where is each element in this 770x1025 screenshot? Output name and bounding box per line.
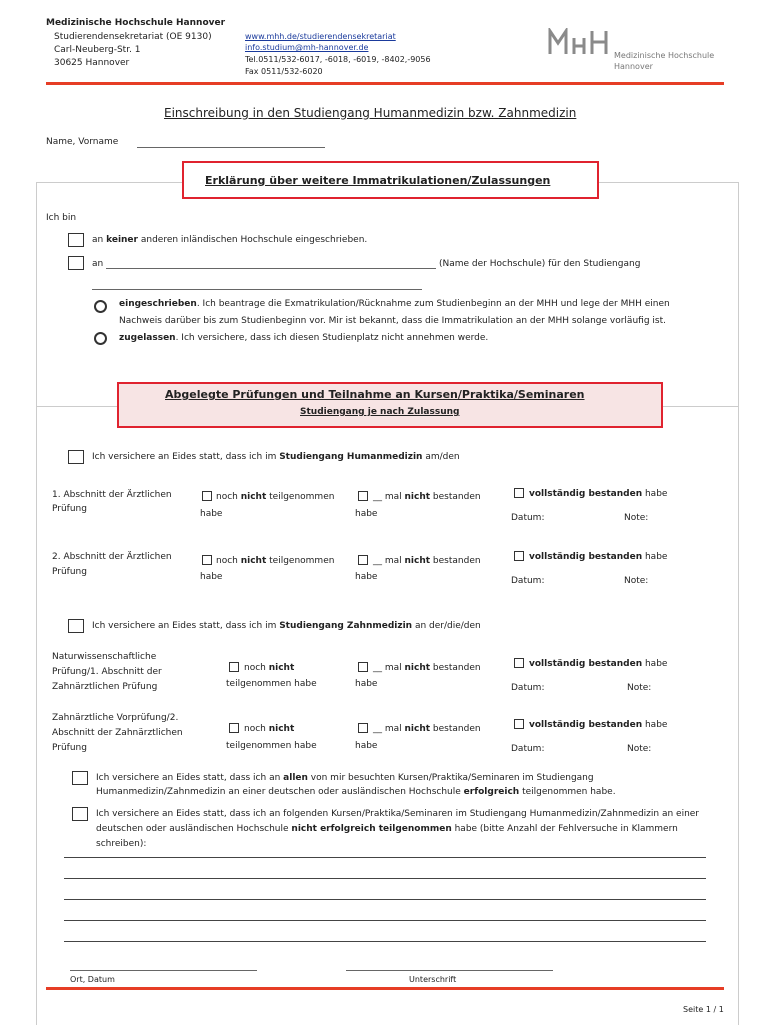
row4-grade-label: Note: (627, 744, 652, 754)
email-link[interactable]: info.studium@mh-hannover.de (245, 43, 369, 52)
website-link[interactable]: www.mhh.de/studierendensekretariat (245, 32, 396, 41)
ich-bin-label: Ich bin (46, 213, 77, 223)
exam-row3-label-line2: Prüfung/1. Abschnitt der (52, 667, 162, 677)
humanmedizin-statement: Ich versichere an Eides statt, dass ich im Studiengang Humanmedizin am/den (92, 452, 460, 462)
row3-grade-label: Note: (627, 683, 652, 693)
row1-date-label: Datum: (511, 513, 545, 523)
logo-text-line1: Medizinische Hochschule (614, 51, 715, 60)
enrolled-radio[interactable] (94, 300, 107, 313)
mhh-logo (548, 28, 610, 60)
section1-heading: Erklärung über weitere Immatrikulationen/Zulassungen (205, 174, 551, 187)
row2-not-participated-label: noch nicht teilgenommen (216, 556, 335, 566)
failed-courses-line-5[interactable] (64, 941, 706, 942)
university-name-field[interactable] (106, 268, 436, 269)
other-university-prefix: an (92, 259, 104, 269)
street: Carl-Neuberg-Str. 1 (54, 45, 141, 55)
row3-date-label: Datum: (511, 683, 545, 693)
row1-failed-checkbox[interactable] (358, 491, 368, 501)
enrolled-text-line2: Nachweis darüber bis zum Studienbeginn vor. Mir ist bekannt, dass die Immatrikulation an der MHH solange vorläufig ist. (119, 316, 666, 326)
row4-failed-checkbox[interactable] (358, 723, 368, 733)
row2-grade-label: Note: (624, 576, 649, 586)
place-date-label: Ort, Datum (70, 975, 115, 984)
exam-row1-label-line1: 1. Abschnitt der Ärztlichen (52, 490, 172, 500)
row2-not-participated-habe: habe (200, 572, 223, 582)
logo-text-line2: Hannover (614, 62, 653, 71)
row2-failed-label: __ mal nicht bestanden (373, 556, 481, 566)
footer-divider (46, 987, 724, 990)
place-date-field[interactable] (70, 970, 257, 971)
row4-not-participated-habe: teilgenommen habe (226, 741, 317, 751)
row3-failed-label: __ mal nicht bestanden (373, 663, 481, 673)
mhh-logo-mark (548, 28, 610, 56)
row4-passed-label: vollständig bestanden habe (529, 720, 668, 730)
city: 30625 Hannover (54, 58, 130, 68)
failed-courses-line-4[interactable] (64, 920, 706, 921)
row1-failed-habe: habe (355, 509, 378, 519)
row4-date-label: Datum: (511, 744, 545, 754)
row3-failed-checkbox[interactable] (358, 662, 368, 672)
failed-courses-line-1[interactable] (64, 857, 706, 858)
exam-row1-label-line2: Prüfung (52, 504, 87, 514)
row3-passed-checkbox[interactable] (514, 658, 524, 668)
row3-failed-habe: habe (355, 679, 378, 689)
row2-not-participated-checkbox[interactable] (202, 555, 212, 565)
exam-row2-label-line2: Prüfung (52, 567, 87, 577)
exam-row3-label-line1: Naturwissenschaftliche (52, 652, 157, 662)
courses-failed-line3: schreiben): (96, 839, 147, 849)
exam-row3-label-line3: Zahnärztlichen Prüfung (52, 682, 158, 692)
row1-passed-label: vollständig bestanden habe (529, 489, 668, 499)
exam-row4-label-line3: Prüfung (52, 743, 87, 753)
row1-not-participated-checkbox[interactable] (202, 491, 212, 501)
exam-row4-label-line2: Abschnitt der Zahnärztlichen (52, 728, 183, 738)
row2-failed-habe: habe (355, 572, 378, 582)
form-title: Einschreibung in den Studiengang Humanmedizin bzw. Zahnmedizin (164, 106, 577, 120)
exam-row2-label-line1: 2. Abschnitt der Ärztlichen (52, 552, 172, 562)
row4-not-participated-checkbox[interactable] (229, 723, 239, 733)
failed-courses-line-2[interactable] (64, 878, 706, 879)
name-label: Name, Vorname (46, 137, 119, 147)
telephone: Tel.0511/532-6017, -6018, -6019, -8402,-9056 (245, 55, 431, 64)
page-number: Seite 1 / 1 (683, 1005, 724, 1014)
other-university-suffix: (Name der Hochschule) für den Studiengang (439, 259, 641, 269)
section2-heading: Abgelegte Prüfungen und Teilnahme an Kursen/Praktika/Seminaren (165, 388, 585, 401)
row3-passed-label: vollständig bestanden habe (529, 659, 668, 669)
row3-not-participated-label: noch nicht (244, 663, 295, 673)
humanmedizin-checkbox[interactable] (68, 450, 84, 464)
zahnmedizin-checkbox[interactable] (68, 619, 84, 633)
no-other-university-checkbox[interactable] (68, 233, 84, 247)
row1-failed-label: __ mal nicht bestanden (373, 492, 481, 502)
exam-row4-label-line1: Zahnärztliche Vorprüfung/2. (52, 713, 179, 723)
zahnmedizin-statement: Ich versichere an Eides statt, dass ich im Studiengang Zahnmedizin an der/die/den (92, 621, 481, 631)
row4-not-participated-label: noch nicht (244, 724, 295, 734)
department: Studierendensekretariat (OE 9130) (54, 32, 212, 42)
row4-failed-habe: habe (355, 741, 378, 751)
other-university-checkbox[interactable] (68, 256, 84, 270)
courses-failed-line2: deutschen oder ausländischen Hochschule nicht erfolgreich teilgenommen habe (bitte Anzahl der Fehlversuche in Klammern (96, 824, 678, 834)
name-field[interactable] (137, 147, 325, 148)
courses-failed-line1: Ich versichere an Eides statt, dass ich an folgenden Kursen/Praktika/Seminaren im Studiengang Humanmedizin/Zahnmedizin an einer (96, 809, 700, 819)
failed-courses-line-3[interactable] (64, 899, 706, 900)
row2-failed-checkbox[interactable] (358, 555, 368, 565)
courses-successful-line2: Humanmedizin/Zahnmedizin an einer deutschen oder ausländischen Hochschule erfolgreich teilgenommen habe. (96, 787, 616, 797)
header-divider (46, 82, 724, 85)
row4-failed-label: __ mal nicht bestanden (373, 724, 481, 734)
signature-label: Unterschrift (409, 975, 457, 984)
row1-passed-checkbox[interactable] (514, 488, 524, 498)
row1-not-participated-label: noch nicht teilgenommen (216, 492, 335, 502)
row2-date-label: Datum: (511, 576, 545, 586)
no-other-university-label: an keiner anderen inländischen Hochschule eingeschrieben. (92, 235, 368, 245)
courses-failed-checkbox[interactable] (72, 807, 88, 821)
admitted-radio[interactable] (94, 332, 107, 345)
fax: Fax 0511/532-6020 (245, 67, 323, 76)
row3-not-participated-habe: teilgenommen habe (226, 679, 317, 689)
row4-passed-checkbox[interactable] (514, 719, 524, 729)
row2-passed-checkbox[interactable] (514, 551, 524, 561)
institution-name: Medizinische Hochschule Hannover (46, 18, 226, 28)
admitted-text: zugelassen. Ich versichere, dass ich diesen Studienplatz nicht annehmen werde. (119, 333, 489, 343)
row3-not-participated-checkbox[interactable] (229, 662, 239, 672)
enrolled-text: eingeschrieben. Ich beantrage die Exmatrikulation/Rücknahme zum Studienbeginn an der MHH und lege der MHH einen (119, 299, 670, 309)
study-program-field[interactable] (92, 289, 422, 290)
row1-grade-label: Note: (624, 513, 649, 523)
section1-box (36, 182, 739, 409)
section2-subheading: Studiengang je nach Zulassung (300, 407, 460, 417)
courses-successful-line1: Ich versichere an Eides statt, dass ich an allen von mir besuchten Kursen/Praktika/Seminaren im Studiengang (96, 773, 594, 783)
courses-successful-checkbox[interactable] (72, 771, 88, 785)
row2-passed-label: vollständig bestanden habe (529, 552, 668, 562)
signature-field[interactable] (346, 970, 553, 971)
row1-not-participated-habe: habe (200, 509, 223, 519)
